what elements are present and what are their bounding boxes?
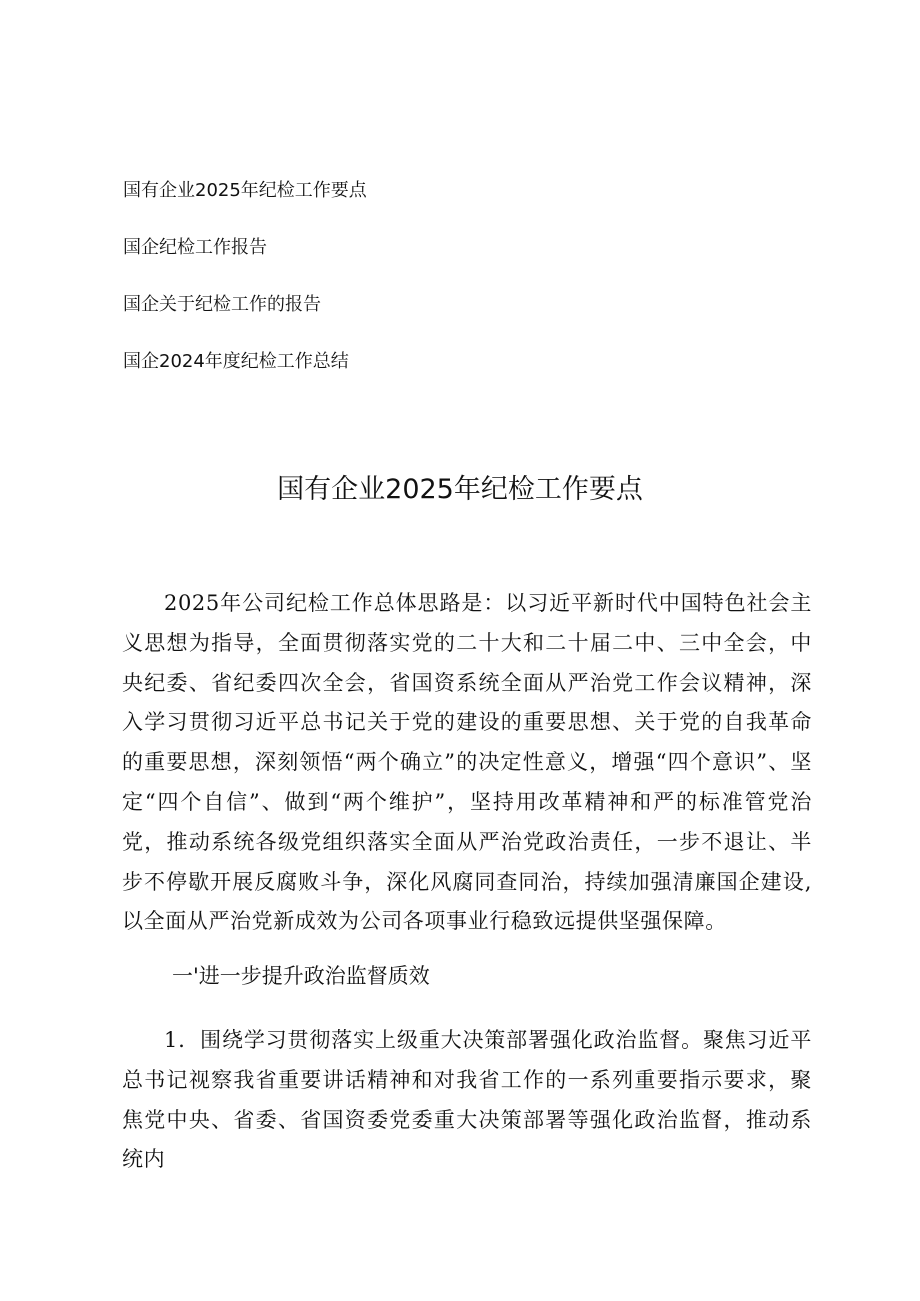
toc-item: 国企2024年度纪检工作总结 — [123, 351, 349, 372]
item-paragraph: 1．围绕学习贯彻落实上级重大决策部署强化政治监督。聚焦习近平总书记视察我省重要讲话精神和对我省工作的一系列重要指示要求，聚焦党中央、省委、省国资委党委重大决策部署等强化政治监督，推动系统内 — [122, 1028, 812, 1172]
section-heading: 一'进一步提升政治监督质效 — [172, 964, 430, 988]
toc-item: 国企关于纪检工作的报告 — [123, 294, 321, 315]
table-of-contents — [123, 176, 683, 404]
toc-item: 国企纪检工作报告 — [123, 237, 267, 258]
toc-item: 国有企业2025年纪检工作要点 — [123, 180, 367, 201]
document-title: 国有企业2025年纪检工作要点 — [277, 474, 643, 505]
intro-paragraph: 2025年公司纪检工作总体思路是：以习近平新时代中国特色社会主义思想为指导，全面贯彻落实党的二十大和二十届二中、三中全会，中央纪委、省纪委四次全会，省国资系统全面从严治党工作会议精神，深入学习贯彻习近平总书记关于党的建设的重要思想、关于党的自我革命的重要思想，深刻领悟“两个确立”的决定性意义，增强“四个意识”、坚定“四个自信”、做到“两个维护”，坚持用改革精神和严的标准管党治党，推动系统各级党组织落实全面从严治党政治责任，一步不退让、半步不停歇开展反腐败斗争，深化风腐同查同治，持续加强清廉国企建设,以全面从严治党新成效为公司各项事业行稳致远提供坚强保障。 — [122, 591, 812, 934]
